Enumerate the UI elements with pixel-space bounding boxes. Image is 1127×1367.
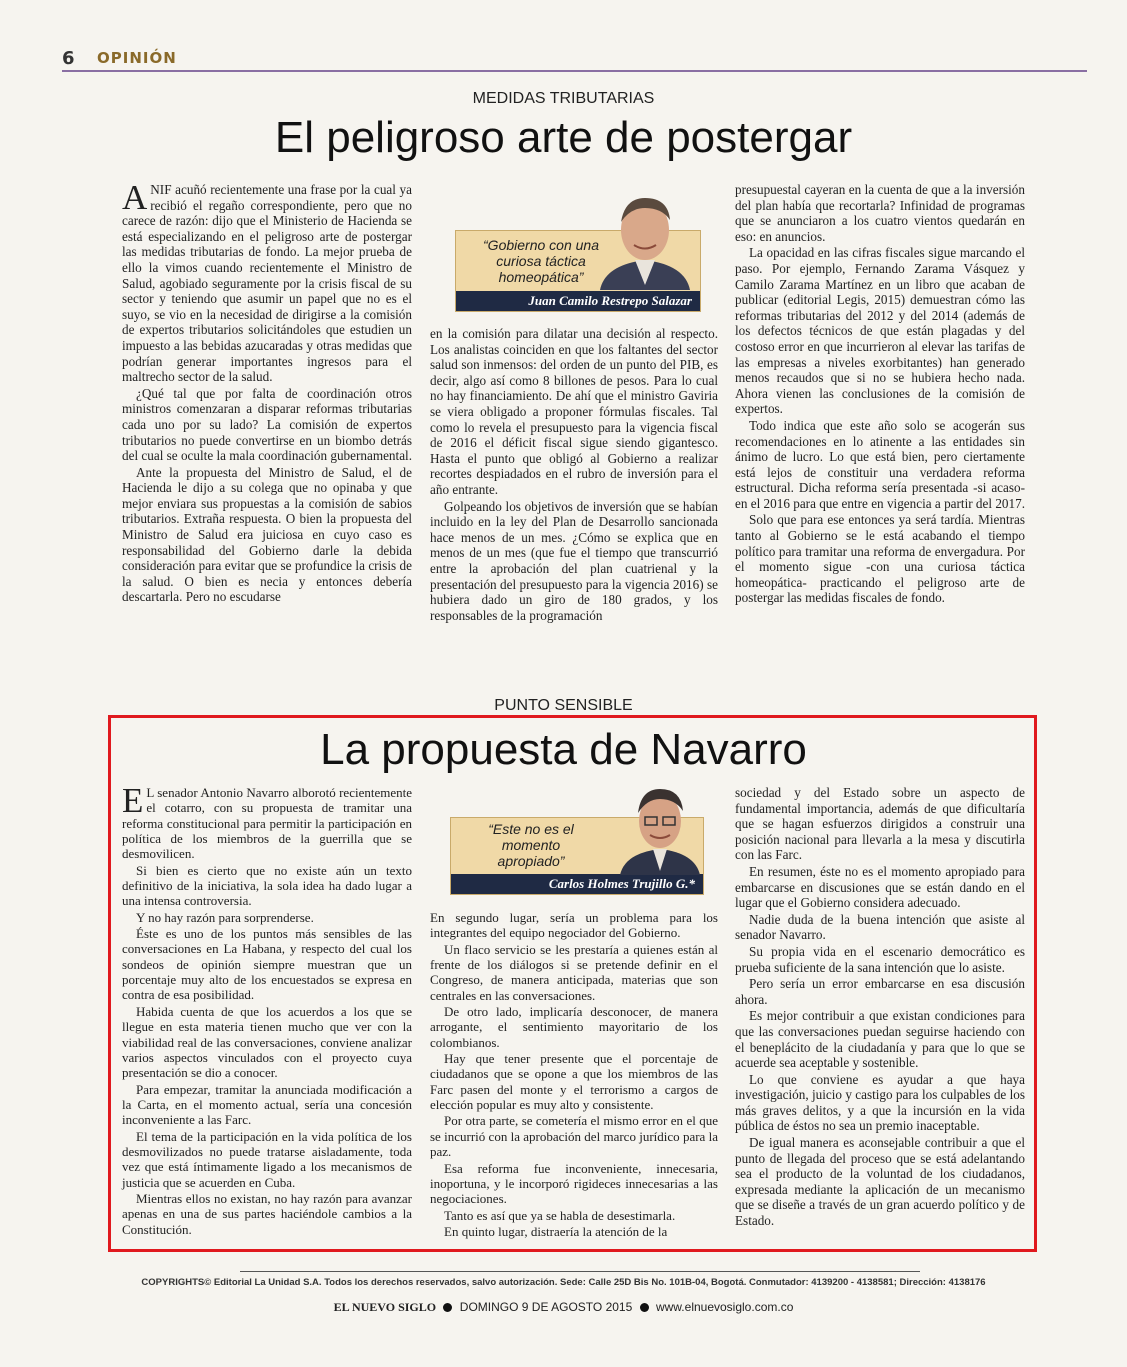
article2-title: La propuesta de Navarro [320, 725, 807, 774]
publication-date: DOMINGO 9 DE AGOSTO 2015 [459, 1300, 633, 1314]
newspaper-name: EL NUEVO SIGLO [333, 1300, 437, 1314]
article2-col3-paragraph: En resumen, éste no es el momento apropiado para embarcarse en discusiones que se están dando en el lugar que el Gobierno considera adecuado. [735, 863, 1025, 911]
article1-col3-paragraph: La opacidad en las cifras fiscales sigue marcando el paso. Por ejemplo, Fernando Zarama Vásquez y Camilo Zarama Martínez en un libro que acaban de publicar (editorial Legis, 2015) demuestran cómo las reformas tributarias del 2012 y del 2014 (además de los defectos técnicos de que están plagadas y del costoso error en que incurrieron al elevar las tarifas de las empresas a niveles exorbitantes) han generado menos recaudos que si no se hubiera hecho nada. Ahora vienen las conclusiones de la comisión de expertos. [735, 245, 1025, 417]
article1-col3-paragraph: Solo que para ese entonces ya será tardía. Mientras tanto al Gobierno se le está acabando el tiempo político para tramitar una reforma de envergadura. Por el momento sigue -con una curiosa táctica homeopática- practicando el peligroso arte de postergar las medidas fiscales de fondo. [735, 512, 1025, 606]
bullet-icon [640, 1303, 649, 1312]
article2-col1-paragraph: Éste es uno de los puntos más sensibles de las conversaciones en La Habana, y respecto del cual los sondeos de opinión siempre muestran que un porcentaje muy alto de los encuestados se expresa en contra de esa posibilidad. [122, 926, 412, 1003]
article1-quote: “Gobierno con una curiosa táctica homeopática” [483, 237, 599, 285]
article2-col1-paragraph: El tema de la participación en la vida política de los desmovilizados no puede tratarse aisladamente, toda vez que está íntimamente ligado a los mecanismos de justicia que se acuerden en Cuba. [122, 1128, 412, 1190]
author-portrait-image [590, 190, 700, 290]
article2-col1-paragraph: Habida cuenta de que los acuerdos a los que se llegue en esta materia tienen mucho que ver con la viabilidad real de las conversaciones, conviene analizar varios aspectos vinculados con el proyecto cuya presentación se dio a conocer. [122, 1003, 412, 1081]
article1-title: El peligroso arte de postergar [274, 113, 853, 162]
article1-column-3 [735, 182, 1025, 607]
article2-col3-paragraph: De igual manera es aconsejable contribuir a que el punto de llegada del proceso que se está adelantando sea el producto de la voluntad de los ciudadanos, expresada mediante la aplicación de un mecanismo que se diseñe a través de un gran acuerdo político y de Estado. [735, 1135, 1025, 1229]
article2-col2-paragraph: De otro lado, implicaría desconocer, de manera arrogante, el sentimiento mayoritario de los colombianos. [430, 1004, 718, 1050]
article2-col2-paragraph: En quinto lugar, distraería la atención de la [444, 1223, 668, 1239]
page-header [62, 48, 1087, 72]
article2-col3-paragraph: sociedad y del Estado sobre un aspecto de fundamental importancia, además de que dificultaría que se hagan esfuerzos dirigidos a construir una posición nacional para llevarla a la mesa y discutirla con las Farc. [735, 785, 1025, 863]
section-label: OPINIÓN [97, 49, 177, 67]
article1-kicker: MEDIDAS TRIBUTARIAS [472, 90, 655, 107]
article1-column-1 [122, 178, 413, 606]
article2-col3-paragraph: Nadie duda de la buena intención que asiste al senador Navarro. [735, 911, 1025, 943]
article1-col3-paragraph: presupuestal cayeran en la cuenta de que a la inversión del plan había que recortarla? Infinidad de programas que se anunciaron a los cuatro vientos quedarán en eso: en anuncios. [735, 182, 1025, 244]
page-number: 6 [62, 48, 75, 69]
website-link[interactable]: www.elnuevosiglo.com.co [655, 1300, 794, 1314]
article2-col2-paragraph: Por otra parte, se cometería el mismo error en el que se incurrió con la aprobación del marco jurídico para la paz. [430, 1113, 718, 1160]
article1-col2-paragraph: Golpeando los objetivos de inversión que se habían incluido en la ley del Plan de Desarrollo sancionada hace menos de un mes. ¿Cómo se explica que en menos de un mes (que fue el tiempo que transcurrió entre la aprobación del plan cuatrienal y la presentación del presupuesto para la vigencia 2016) se hubiera dado un giro de 180 grados, y los responsables de la programación [430, 498, 718, 623]
article2-col1-paragraph: Si bien es cierto que no existe aún un texto definitivo de la iniciativa, la sola idea ha dado lugar a una intensa controversia. [122, 862, 412, 909]
article1-column-2 [430, 326, 718, 624]
copyright-notice: COPYRIGHTS© Editorial La Unidad S.A. Todos los derechos reservados, salvo autorización. Sede: Calle 25D Bis No. 101B-04, Bogotá. Conmutador: 4139200 - 4138581; Dirección: 4138176 [141, 1277, 986, 1288]
author-portrait-image [615, 783, 705, 875]
bullet-icon [443, 1303, 452, 1312]
article2-column-1 [122, 781, 412, 1238]
article2-col3-paragraph: Su propia vida en el escenario democrático es prueba suficiente de la sana intención que lo asiste. [735, 943, 1025, 975]
article2-column-3 [735, 785, 1025, 1230]
article2-col3-paragraph: Pero sería un error embarcarse en esa discusión ahora. [735, 976, 1025, 1007]
article2-kicker: PUNTO SENSIBLE [494, 697, 633, 714]
footer-divider [240, 1271, 920, 1272]
article2-col2-paragraph: Hay que tener presente que el porcentaje de ciudadanos que se opone a que los miembros de las Farc pasen del monte y el terrorismo a cargos de elección popular es muy alto y consistente. [430, 1051, 718, 1113]
article2-col1-paragraph: E L senador Antonio Navarro alborotó recientemente el cotarro, con su propuesta de tramitar una reforma constitucional para permitir la participación en política de los miembros de la guerrilla que se desmovilicen. [122, 781, 412, 862]
article2-col2-paragraph: Tanto es así que ya se habla de desestimarla. [444, 1207, 676, 1223]
article1-author: Juan Camilo Restrepo Salazar [456, 291, 700, 311]
article2-col3-paragraph: Es mejor contribuir a que existan condiciones para que las conversaciones puedan seguirse haciendo con el beneplácito de la ciudadanía y para que lo que se acuerde sea aceptable y sostenible. [735, 1008, 1025, 1071]
article2-col1-paragraph: Para empezar, tramitar la anunciada modificación a la Carta, en el momento actual, sería una concesión inconveniente a las Farc. [122, 1081, 412, 1128]
article1-col1-paragraph: Ante la propuesta del Ministro de Salud, el de Hacienda le dijo a su colega que no opinaba y que mejor enviara sus propuestas a la comisión de sabios tributarios. Extraña respuesta. O bien la propuesta del Ministro de Salud era juiciosa en cuyo caso es responsabilidad del Gobierno darle la debida consideración para evitar que se profundice la crisis de la salud. O bien es necia y entonces debería descartarla. Pero no escudarse [122, 464, 412, 605]
dropcap: E [122, 781, 144, 820]
dropcap: A [122, 178, 148, 217]
footer-info [0, 1300, 1127, 1315]
article2-quote: “Este no es el momento apropiado” [488, 821, 574, 869]
article2-col1-paragraph: Y no hay razón para sorprenderse. [136, 909, 314, 925]
article2-col2-paragraph: Un flaco servicio se les prestaría a quienes están al frente de los diálogos si se pretende definir en el Congreso, de manera anticipada, materias que son centrales en las conversaciones. [430, 941, 718, 1003]
article2-col3-paragraph: Lo que conviene es ayudar a que haya investigación, juicio y castigo para los culpables de los más graves delitos, y a que la incursión en la vida pública de éstos no sea un premio inaceptable. [735, 1071, 1025, 1134]
article1-col3-paragraph: Todo indica que este año solo se acogerán sus recomendaciones en lo atinente a las entidades sin ánimo de lucro. Lo que está bien, pero ciertamente está lejos de constituir una verdadera reforma estructural. Dicha reforma sería presentada -si acaso- en el 2016 para que entre en vigencia a partir del 2017. [735, 417, 1026, 511]
article2-col2-paragraph: En segundo lugar, sería un problema para los integrantes del equipo negociador del Gobierno. [430, 910, 718, 941]
article1-col1-paragraph: ANIF acuñó recientemente una frase por la cual ya recibió el regaño correspondiente, pero que no carece de razón: dijo que el Ministerio de Hacienda se está especializando en el peligroso arte de postergar las medidas tributarias de fondo. La mejor prueba de ello la vimos cuando recientemente el Ministro de Salud, agobiado seguramente por la crisis fiscal de su sector y teniendo que asumir un papel que no es el suyo, se vio en la necesidad de dirigirse a la comisión de expertos tributarios solicitándoles que estudien un impuesto a las bebidas azucaradas y otras medidas que podrían generar importantes ingresos para el maltrecho sector de la salud. [122, 178, 412, 385]
article2-col1-paragraph: Mientras ellos no existan, no hay razón para avanzar apenas en una de sus partes haciéndole cambios a la Constitución. [122, 1190, 412, 1237]
article1-col1-paragraph: ¿Qué tal que por falta de coordinación otros ministros comenzaran a disparar reformas tributarias cada uno por su lado? La comisión de expertos tributarios no puede convertirse en un biombo detrás del cual se oculte la mala coordinación gubernamental. [122, 385, 413, 464]
article2-author: Carlos Holmes Trujillo G.* [451, 874, 703, 894]
article2-column-2 [430, 910, 718, 1240]
article1-col2-paragraph: en la comisión para dilatar una decisión al respecto. Los analistas coinciden en que los faltantes del sector salud son inmensos: del orden de un punto del PIB, es decir, algo así como 8 billones de pesos. Para lo cual no hay financiamiento. De ahí que el ministro Gaviria se viera obligado a proponer fórmulas fiscales. Tal como lo revela el presupuesto para la vigencia fiscal de 2016 el déficit fiscal sigue siendo gigantesco. Hasta el punto que obligó al Gobierno a realizar recortes despiadados en el rubro de inversión para el año entrante. [430, 326, 718, 497]
article2-col2-paragraph: Esa reforma fue inconveniente, innecesaria, inoportuna, y le incorporó rigideces innecesarias a las negociaciones. [430, 1160, 718, 1207]
